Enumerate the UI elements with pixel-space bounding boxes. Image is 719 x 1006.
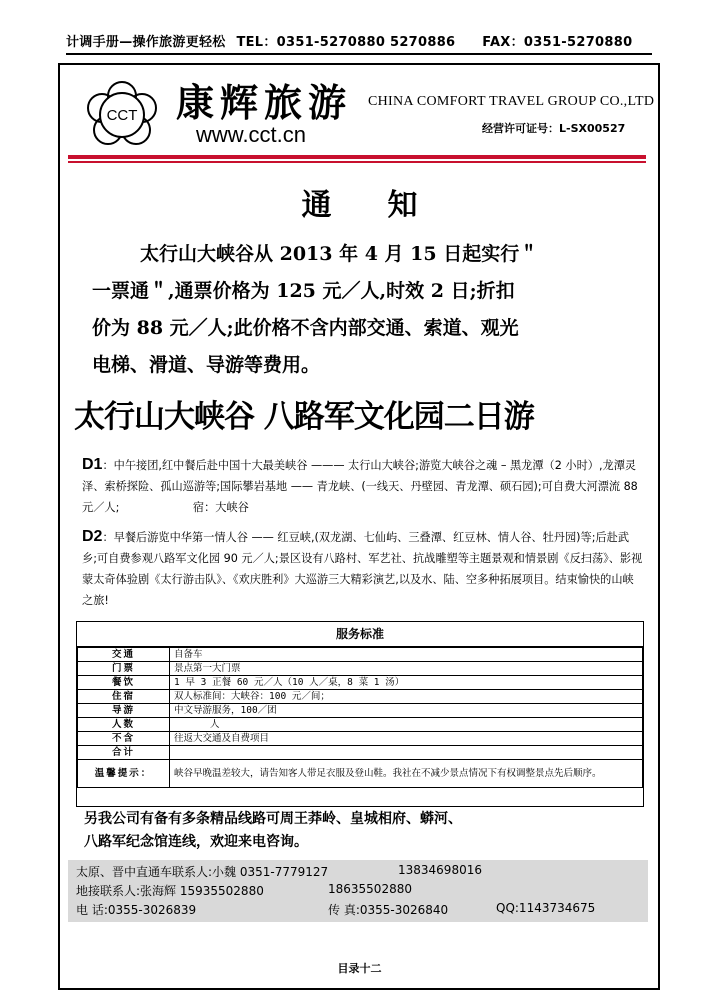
- itinerary-day-1: [82, 454, 644, 518]
- company-name-cn: 康辉旅游: [176, 80, 353, 125]
- fax: 传 真:0355-3026840: [328, 903, 449, 917]
- table-row: 合计: [78, 746, 643, 760]
- qq: QQ:1143734675: [496, 901, 596, 915]
- license-number: 经营许可证号：L-SX00527: [482, 122, 626, 135]
- day-stay: 宿：大峡谷: [192, 501, 249, 514]
- table-row: 餐饮 1 早 3 正餐 60 元／人（10 人／桌，8 菜 1 汤）: [78, 676, 643, 690]
- notice-title: 通知: [301, 188, 474, 223]
- service-standard-table: [76, 621, 644, 807]
- page-number: 目录十二: [337, 962, 382, 975]
- notice-line: 电梯、滑道、导游等费用。: [92, 354, 321, 376]
- notice-body: [92, 236, 640, 384]
- table-row: 门票 景点第一大门票: [78, 662, 643, 676]
- table-row: 温馨提示： 峡谷早晚温差较大，请告知客人带足衣服及登山鞋。我社在不减少景点情况下有权调整景点先后顺序。: [78, 760, 643, 788]
- logo-mark-text: CCT: [106, 107, 138, 124]
- day-description: ：早餐后游览中华第一情人谷 —— 红豆峡,(双龙湖、七仙屿、三叠潭、红豆林、情人谷、牡丹园)等;后赴武乡;可自费参观八路军文化园 90 元／人;景区设有八路村、军艺社、抗战雕塑等主题景观和情景剧《反扫荡》、影视蒙太奇体验剧《太行游击队》、《欢庆胜利》大巡游三大精彩演艺,以及水、陆、空多种拓展项目。结束愉快的山峡之旅!: [82, 531, 643, 607]
- ground-contact: 地接联系人:张海辉 15935502880: [76, 884, 264, 898]
- tour-title: 太行山大峡谷 八路军文化园二日游: [74, 399, 534, 435]
- notice-line: 价为 88 元／人;此价格不含内部交通、索道、观光: [92, 317, 519, 339]
- ground-mobile: 18635502880: [328, 882, 412, 896]
- day-label: D2: [82, 528, 103, 545]
- direct-contact: 太原、晋中直通车联系人:小魏 0351-7779127: [76, 865, 329, 879]
- notice-line: 一票通＂,通票价格为 125 元／人,时效 2 日;折扣: [92, 280, 515, 302]
- service-title: 服务标准: [77, 622, 643, 647]
- phone: 电 话:0355-3026839: [76, 903, 197, 917]
- table-row: 导游 中文导游服务，100／团: [78, 704, 643, 718]
- notice-line: 太行山大峡谷从 2013 年 4 月 15 日起实行＂: [140, 243, 539, 265]
- header-tel: TEL：0351-5270880 5270886: [236, 35, 456, 50]
- table-row: 不含 往返大交通及自费项目: [78, 732, 643, 746]
- itinerary-day-2: [82, 526, 644, 611]
- top-header-line: [66, 33, 652, 55]
- day-label: D1: [82, 456, 103, 473]
- cct-logo-icon: [82, 78, 162, 152]
- extra-routes-note: 另我公司有备有多条精品线路可周王莽岭、皇城相府、蟒河、 八路军纪念馆连线，欢迎来电咨询。: [84, 811, 462, 850]
- red-divider-thin: [68, 161, 646, 163]
- table-row: 交通 自备车: [78, 648, 643, 662]
- direct-mobile: 13834698016: [398, 863, 482, 877]
- contact-box: [68, 860, 648, 922]
- red-divider: [68, 155, 646, 159]
- day-description: ：中午接团,红中餐后赴中国十大最美峡谷 ——— 太行山大峡谷;游览大峡谷之魂 – 黑龙潭（2 小时）,龙潭灵泽、索桥探险、孤山巡游等;国际攀岩基地 —— 青龙峡、(一线天、丹壁园、青龙潭、硕石园);可自费大河漂流 88 元／人;: [82, 459, 638, 514]
- header-fax: FAX：0351-5270880: [482, 35, 633, 50]
- table-row: 人数 人: [78, 718, 643, 732]
- company-name-en: CHINA COMFORT TRAVEL GROUP CO.,LTD: [368, 94, 655, 109]
- company-website[interactable]: www.cct.cn: [196, 122, 307, 147]
- slogan: 计调手册—操作旅游更轻松: [66, 35, 226, 50]
- table-row: 住宿 双人标准间：大峡谷：100 元／间；: [78, 690, 643, 704]
